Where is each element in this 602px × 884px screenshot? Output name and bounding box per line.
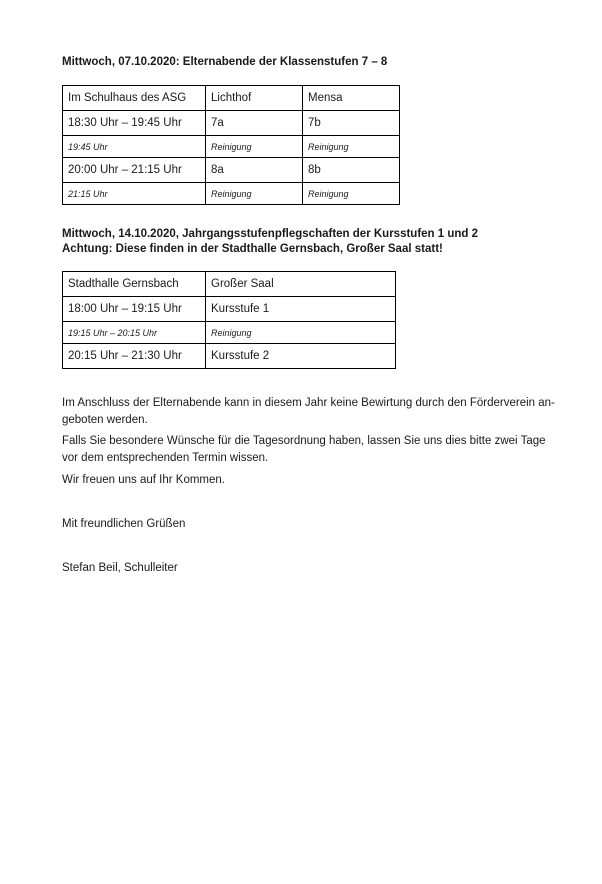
- section1-heading: Mittwoch, 07.10.2020: Elternabende der Klassenstufen 7 – 8: [62, 56, 388, 68]
- section2-heading: Mittwoch, 14.10.2020, Jahrgangsstufenpflegschaften der Kursstufen 1 und 2: [62, 228, 479, 240]
- table-row: [63, 344, 396, 369]
- table-cell: Reinigung: [206, 136, 303, 158]
- paragraph-refreshments: [62, 395, 567, 429]
- paragraph-line: vor dem entsprechenden Termin wissen.: [62, 452, 269, 464]
- table-header-cell: Mensa: [303, 86, 400, 111]
- table-cell: Kursstufe 2: [206, 344, 396, 369]
- table-cell: 18:00 Uhr – 19:15 Uhr: [63, 297, 206, 322]
- paragraph-agenda: [62, 433, 567, 467]
- table-cell: Kursstufe 1: [206, 297, 396, 322]
- table-cell: 21:15 Uhr: [63, 183, 206, 205]
- table-header-row: [63, 272, 396, 297]
- table-row: [63, 322, 396, 344]
- closing-greeting: Mit freundlichen Grüßen: [62, 518, 186, 530]
- table-cell: Reinigung: [303, 183, 400, 205]
- table-cell: 20:00 Uhr – 21:15 Uhr: [63, 158, 206, 183]
- paragraph-line: Im Anschluss der Elternabende kann in diesem Jahr keine Bewirtung durch den Förderverein an-: [62, 397, 555, 409]
- table-cell: 8a: [206, 158, 303, 183]
- table-row: [63, 111, 400, 136]
- paragraph-welcome: Wir freuen uns auf Ihr Kommen.: [62, 474, 225, 486]
- table-header-cell: Im Schulhaus des ASG: [63, 86, 206, 111]
- table-cell: 7a: [206, 111, 303, 136]
- table-header-cell: Stadthalle Gernsbach: [63, 272, 206, 297]
- table-header-cell: Lichthof: [206, 86, 303, 111]
- table-row: [63, 158, 400, 183]
- section2-notice: Achtung: Diese finden in der Stadthalle Gernsbach, Großer Saal statt!: [62, 243, 443, 255]
- table-cell: 7b: [303, 111, 400, 136]
- table-cell: 19:15 Uhr – 20:15 Uhr: [63, 322, 206, 344]
- table-row: [63, 183, 400, 205]
- table-row: [63, 297, 396, 322]
- table-cell: Reinigung: [206, 183, 303, 205]
- table-header-cell: Großer Saal: [206, 272, 396, 297]
- section2-table: [62, 271, 396, 369]
- table-header-row: [63, 86, 400, 111]
- paragraph-line: Falls Sie besondere Wünsche für die Tagesordnung haben, lassen Sie uns dies bitte zwei Tage: [62, 435, 546, 447]
- table-cell: Reinigung: [206, 322, 396, 344]
- table-cell: 8b: [303, 158, 400, 183]
- signature: Stefan Beil, Schulleiter: [62, 562, 178, 574]
- table-cell: 18:30 Uhr – 19:45 Uhr: [63, 111, 206, 136]
- paragraph-line: geboten werden.: [62, 414, 148, 426]
- table-cell: 19:45 Uhr: [63, 136, 206, 158]
- table-row: [63, 136, 400, 158]
- section1-table: [62, 85, 400, 205]
- table-cell: 20:15 Uhr – 21:30 Uhr: [63, 344, 206, 369]
- table-cell: Reinigung: [303, 136, 400, 158]
